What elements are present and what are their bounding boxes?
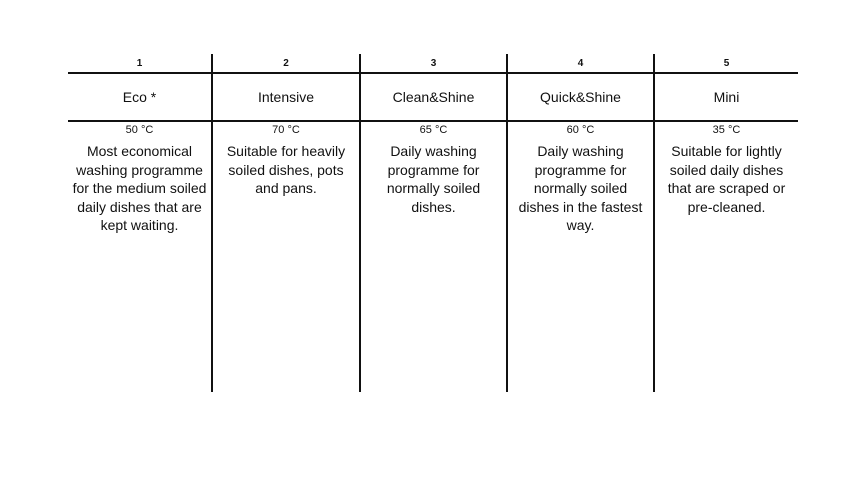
programme-column-eco: [68, 54, 211, 392]
description-line: normally soiled: [533, 180, 628, 196]
description-line: soiled daily dishes: [669, 161, 784, 178]
programme-temperature: 70 °C: [272, 124, 300, 136]
description-line: daily dishes that are: [77, 198, 202, 215]
programme-description: [361, 142, 506, 216]
programme-description: [655, 142, 798, 216]
programme-number: 3: [430, 58, 437, 69]
description-line: programme for: [534, 161, 627, 178]
programme-name: Eco *: [122, 89, 157, 105]
description-line: kept waiting.: [100, 217, 179, 233]
description-line: pre-cleaned.: [687, 198, 766, 215]
programme-column-clean-shine: [361, 54, 506, 392]
programme-name: Mini: [713, 89, 740, 105]
description-line: way.: [566, 217, 595, 233]
description-line: for the medium soiled: [72, 180, 207, 196]
description-line: dishes.: [411, 198, 456, 215]
description-line: dishes in the fastest: [518, 198, 643, 215]
programme-temperature: 65 °C: [419, 124, 448, 136]
description-line: Daily washing: [390, 143, 477, 159]
programme-temperature: 35 °C: [712, 124, 741, 136]
programme-temperature: 50 °C: [125, 124, 154, 136]
description-line: Suitable for heavily: [226, 143, 346, 159]
description-line: Daily washing: [537, 143, 624, 159]
description-line: Most economical: [86, 143, 193, 159]
programme-column-quick-shine: [508, 54, 653, 392]
programme-column-mini: [655, 54, 798, 392]
description-line: normally soiled: [386, 180, 481, 196]
programme-name: Quick&Shine: [540, 89, 621, 105]
description-line: washing programme: [76, 161, 203, 178]
programme-description: [213, 142, 359, 198]
programme-name: Intensive: [257, 89, 315, 105]
programme-number: 1: [136, 58, 143, 69]
programme-number: 5: [723, 58, 730, 69]
programme-name: Clean&Shine: [392, 89, 475, 105]
description-line: and pans.: [255, 180, 317, 196]
programme-number: 2: [283, 58, 289, 69]
programme-column-intensive: [213, 54, 359, 392]
programme-number: 4: [577, 58, 584, 69]
description-line: Suitable for lightly: [671, 143, 782, 159]
description-line: programme for: [387, 161, 480, 178]
programme-temperature: 60 °C: [566, 124, 595, 136]
programme-description: [68, 142, 211, 235]
programme-table: [68, 54, 798, 392]
programme-description: [508, 142, 653, 235]
description-line: that are scraped or: [667, 180, 786, 196]
description-line: soiled dishes, pots: [228, 161, 344, 178]
